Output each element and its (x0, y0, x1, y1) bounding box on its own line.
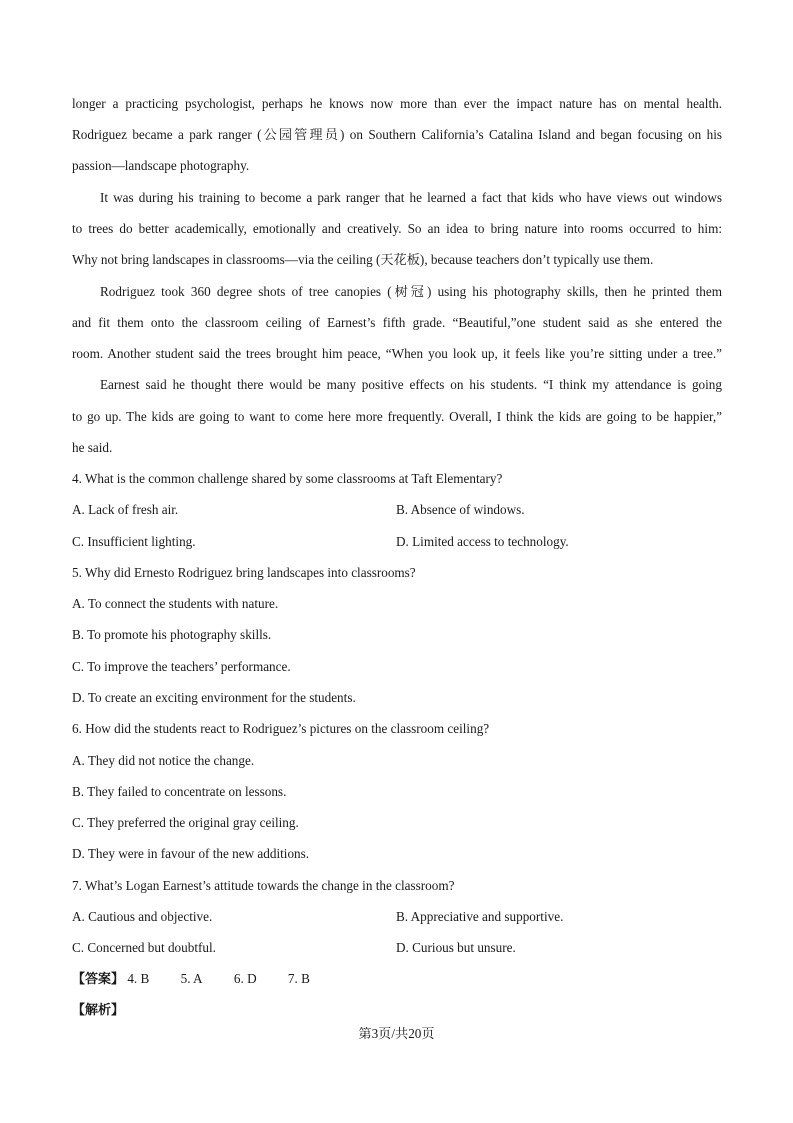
question-5-option-c: C. To improve the teachers’ performance. (72, 659, 291, 674)
question-7-option-c: C. Concerned but doubtful. (72, 940, 216, 955)
passage-line: he said. (72, 440, 113, 455)
passage-line: Rodriguez took 360 degree shots of tree canopies (树冠) using his photography skills, then he printed them (100, 284, 722, 299)
answer-item: 6. D (233, 971, 257, 986)
question-4-stem: 4. What is the common challenge shared by some classrooms at Taft Elementary? (72, 471, 503, 486)
answer-item: 7. B (287, 971, 310, 986)
answer-item: 4. B (127, 971, 150, 986)
question-6-option-d: D. They were in favour of the new additions. (72, 846, 310, 861)
page-number: 第3页/共20页 (358, 1026, 435, 1041)
question-7-stem: 7. What’s Logan Earnest’s attitude towards the change in the classroom? (72, 878, 455, 893)
answer-tag: 【答案】 (72, 972, 125, 987)
passage-line: passion—landscape photography. (72, 158, 250, 173)
passage-line: to go up. The kids are going to want to come here more frequently. Overall, I think the kids are going to be happier,” (72, 409, 722, 424)
passage-line: Rodriguez became a park ranger (公园管理员) on Southern California’s Catalina Island and began focusing on his (72, 127, 722, 142)
passage-line: room. Another student said the trees brought him peace, “When you look up, it feels like you’re sitting under a tree.” (72, 346, 722, 361)
question-6-stem: 6. How did the students react to Rodriguez’s pictures on the classroom ceiling? (72, 721, 490, 736)
passage-line: and fit them onto the classroom ceiling of Earnest’s fifth grade. “Beautiful,”one student said as she entered the (72, 315, 722, 330)
analysis-tag: 【解析】 (72, 1003, 125, 1018)
answer-line (72, 971, 310, 988)
question-7-option-d: D. Curious but unsure. (396, 940, 516, 955)
question-5-stem: 5. Why did Ernesto Rodriguez bring landscapes into classrooms? (72, 565, 416, 580)
passage-line: Earnest said he thought there would be many positive effects on his students. “I think my attendance is going (100, 377, 722, 392)
question-7-option-a: A. Cautious and objective. (72, 909, 213, 924)
passage-line: longer a practicing psychologist, perhaps he knows now more than ever the impact nature has on mental health. (72, 96, 722, 111)
answer-item: 5. A (180, 971, 203, 986)
question-6-option-c: C. They preferred the original gray ceiling. (72, 815, 299, 830)
question-5-option-d: D. To create an exciting environment for the students. (72, 690, 356, 705)
question-6-option-b: B. They failed to concentrate on lessons. (72, 784, 287, 799)
question-5-option-b: B. To promote his photography skills. (72, 627, 272, 642)
analysis-line (72, 1002, 124, 1019)
question-7-option-b: B. Appreciative and supportive. (396, 909, 564, 924)
passage-line: Why not bring landscapes in classrooms—via the ceiling (天花板), because teachers don’t typically use them. (72, 252, 654, 267)
passage-line: It was during his training to become a park ranger that he learned a fact that kids who have views out windows (100, 190, 722, 205)
passage-line: to trees do better academically, emotionally and creatively. So an idea to bring nature into rooms occurred to him: (72, 221, 722, 236)
question-5-option-a: A. To connect the students with nature. (72, 596, 279, 611)
question-4-option-b: B. Absence of windows. (396, 502, 525, 517)
question-4-option-c: C. Insufficient lighting. (72, 534, 196, 549)
question-6-option-a: A. They did not notice the change. (72, 753, 255, 768)
question-4-option-d: D. Limited access to technology. (396, 534, 569, 549)
question-4-option-a: A. Lack of fresh air. (72, 502, 179, 517)
